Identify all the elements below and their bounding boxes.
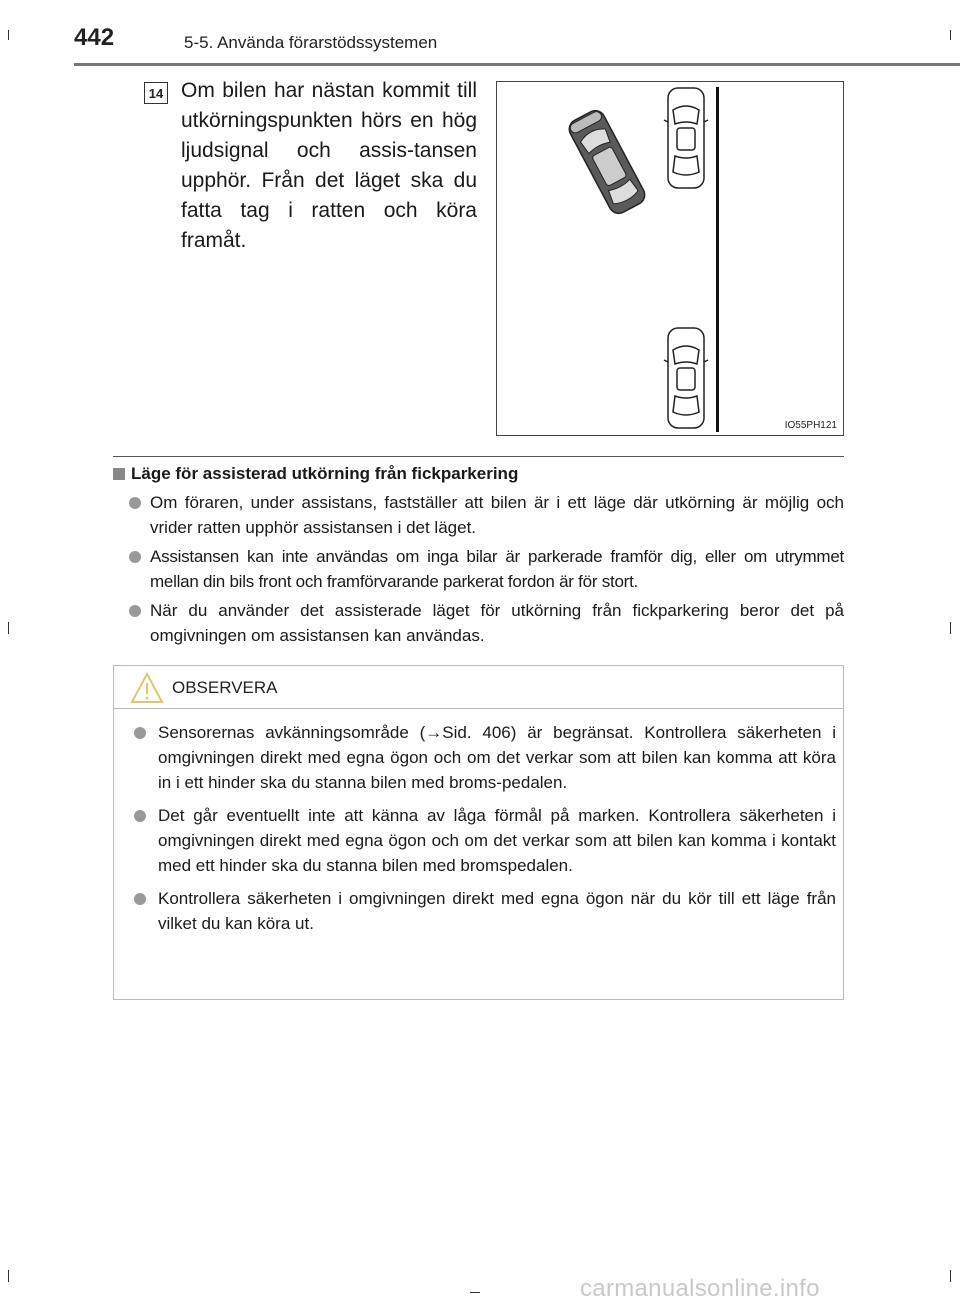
watermark: carmanualsonline.info <box>580 1275 820 1302</box>
own-car <box>566 107 648 217</box>
notes-heading-text: Läge för assisterad utkörning från fickparkering <box>131 464 519 483</box>
crop-mark <box>950 622 951 634</box>
step-number-badge: 14 <box>144 82 168 104</box>
list-item-text: Assistansen kan inte användas om inga bilar är parkerade framför dig, eller om utrymmet mellan din bils front och framförvarande parkerat fordon är för stort. <box>150 547 844 591</box>
bullet-dot-icon <box>134 727 146 739</box>
parked-car-rear <box>664 328 708 428</box>
parking-diagram-svg <box>497 82 843 435</box>
page-header <box>0 0 960 64</box>
list-item <box>132 886 836 936</box>
warning-header <box>114 666 843 709</box>
figure-code: IO55PH121 <box>784 420 837 431</box>
section-title: 5-5. Använda förarstödssystemen <box>184 33 438 52</box>
parking-illustration <box>496 81 844 436</box>
warning-triangle-icon <box>130 672 164 704</box>
list-item <box>113 598 844 648</box>
warning-body <box>132 720 836 944</box>
list-item <box>132 803 836 878</box>
step-text: Om bilen har nästan kommit till utkörningspunkten hörs en hög ljudsignal och assis-tansen upphör. Från det läget ska du fatta tag i ratten och köra framåt. <box>181 79 477 252</box>
list-item-text: Kontrollera säkerheten i omgivningen direkt med egna ögon när du kör till ett läge från vilket du kan köra ut. <box>158 889 836 933</box>
notes-section <box>113 464 844 652</box>
header-rule <box>74 63 960 66</box>
bullet-dot-icon <box>129 551 141 563</box>
bullet-dot-icon <box>129 605 141 617</box>
square-bullet-icon <box>113 468 125 480</box>
list-item-text: Det går eventuellt inte att känna av låga förmål på marken. Kontrollera säkerheten i omgivningen direkt med egna ögon och om det verkar som att bilen kan komma i kontakt med ett hinder ska du stanna bilen med bromspedalen. <box>158 806 836 875</box>
warning-box <box>113 665 844 1000</box>
list-item <box>113 544 844 594</box>
list-item <box>132 720 836 795</box>
list-item-text: När du använder det assisterade läget för utkörning från fickparkering beror det på omgivningen om assistansen kan användas. <box>150 601 844 645</box>
bullet-dot-icon <box>129 497 141 509</box>
list-item-text: Sensorernas avkänningsområde (→Sid. 406) är begränsat. Kontrollera säkerheten i omgivningen direkt med egna ögon och om det verkar som att bilen kan komma att köra in i ett hinder ska du stanna bilen med broms-pedalen. <box>158 723 836 792</box>
curb-line <box>716 87 719 432</box>
section-divider <box>113 456 844 457</box>
notes-heading <box>113 464 844 484</box>
crop-mark <box>8 622 9 634</box>
list-item-text: Om föraren, under assistans, fastställer att bilen är i ett läge där utkörning är möjlig och vrider ratten upphör assistansen i det läget. <box>150 493 844 537</box>
crop-mark <box>470 1292 480 1293</box>
crop-mark <box>8 1270 9 1282</box>
warning-title: OBSERVERA <box>172 678 278 697</box>
list-item <box>113 490 844 540</box>
crop-mark <box>950 1270 951 1282</box>
bullet-dot-icon <box>134 893 146 905</box>
parked-car-front <box>664 88 708 188</box>
bullet-dot-icon <box>134 810 146 822</box>
page-number: 442 <box>74 24 115 51</box>
